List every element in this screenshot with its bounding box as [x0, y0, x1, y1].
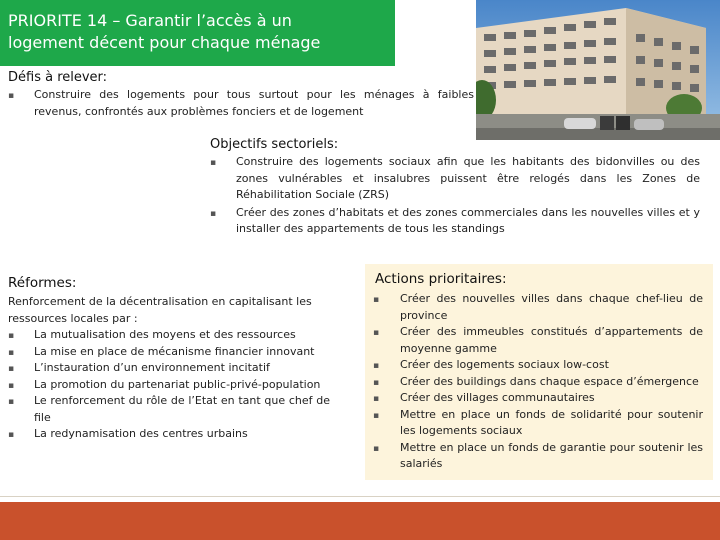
bullet-icon: ▪	[373, 361, 380, 371]
reformes-item-text: La promotion du partenariat public-privé-population	[34, 377, 321, 391]
footer-bar	[0, 502, 720, 540]
list-item	[373, 324, 703, 357]
list-item	[8, 344, 330, 361]
bullet-icon: ▪	[373, 328, 380, 338]
bullet-icon: ▪	[8, 430, 15, 440]
actions-item-text: Mettre en place un fonds de solidarité pour soutenir les logements sociaux	[400, 407, 703, 437]
actions-list	[373, 291, 703, 473]
reformes-section	[8, 294, 330, 443]
objectifs-list	[210, 154, 700, 239]
list-item	[373, 374, 703, 391]
actions-item-text: Créer des immeubles constitués d’appartements de moyenne gamme	[400, 325, 703, 355]
reformes-item-text: La mise en place de mécanisme financier innovant	[34, 344, 315, 358]
list-item	[8, 360, 330, 377]
actions-item-text: Créer des logements sociaux low-cost	[400, 358, 609, 371]
footer-divider	[0, 496, 720, 497]
actions-item-text: Mettre en place un fonds de garantie pour soutenir les salariés	[400, 440, 703, 470]
reformes-intro: Renforcement de la décentralisation en capitalisant les ressources locales par :	[8, 295, 312, 325]
list-item	[373, 407, 703, 440]
objectifs-item-text: Construire des logements sociaux afin que les habitants des bidonvilles ou des zones vulnérables et insalubres puissent être relogés dans les Zones de Réhabilitation Sociale (ZRS)	[236, 155, 700, 201]
slide-title	[0, 0, 395, 66]
reformes-item-text: L’instauration d’un environnement incitatif	[34, 361, 270, 374]
bullet-icon: ▪	[8, 380, 15, 391]
housing-buildings-photo	[476, 0, 720, 140]
list-item	[8, 377, 330, 394]
reformes-item-text: La redynamisation des centres urbains	[34, 427, 248, 440]
bullet-icon: ▪	[373, 410, 380, 421]
reformes-item-text: Le renforcement du rôle de l’Etat en tant que chef de file	[34, 394, 330, 424]
list-item	[373, 440, 703, 473]
bullet-icon: ▪	[373, 443, 380, 454]
bullet-icon: ▪	[8, 397, 15, 407]
list-item	[8, 87, 474, 120]
objectifs-title: Objectifs sectoriels:	[210, 137, 339, 152]
bullet-icon: ▪	[373, 295, 380, 305]
list-item	[210, 205, 700, 238]
defis-item-text: Construire des logements pour tous surtout pour les ménages à faibles revenus, confrontés aux problèmes fonciers et de logement	[34, 88, 474, 118]
list-item	[373, 291, 703, 324]
actions-title: Actions prioritaires:	[375, 271, 507, 287]
list-item	[373, 357, 703, 374]
actions-item-text: Créer des villages communautaires	[400, 391, 595, 404]
list-item	[8, 327, 330, 344]
actions-item-text: Créer des buildings dans chaque espace d’émergence	[400, 374, 699, 388]
bullet-icon: ▪	[210, 208, 217, 219]
bullet-icon: ▪	[210, 158, 217, 168]
bullet-icon: ▪	[373, 394, 380, 404]
bullet-icon: ▪	[8, 331, 15, 341]
bullet-icon: ▪	[8, 91, 15, 101]
list-item	[8, 426, 330, 443]
actions-item-text: Créer des nouvelles villes dans chaque chef-lieu de province	[400, 292, 703, 322]
defis-list	[8, 87, 474, 120]
slide-title-line-2: logement décent pour chaque ménage	[8, 33, 321, 52]
list-item	[210, 154, 700, 204]
reformes-item-text: La mutualisation des moyens et des ressources	[34, 328, 296, 341]
bullet-icon: ▪	[8, 364, 15, 374]
slide-title-line-1: PRIORITE 14 – Garantir l’accès à un	[8, 11, 292, 30]
list-item	[373, 390, 703, 407]
bullet-icon: ▪	[373, 377, 380, 388]
list-item	[8, 393, 330, 426]
bullet-icon: ▪	[8, 347, 15, 358]
reformes-title: Réformes:	[8, 275, 77, 291]
defis-title: Défis à relever:	[8, 70, 108, 85]
objectifs-item-text: Créer des zones d’habitats et des zones commerciales dans les nouvelles villes et y installer des appartements de tous les standings	[236, 205, 700, 235]
